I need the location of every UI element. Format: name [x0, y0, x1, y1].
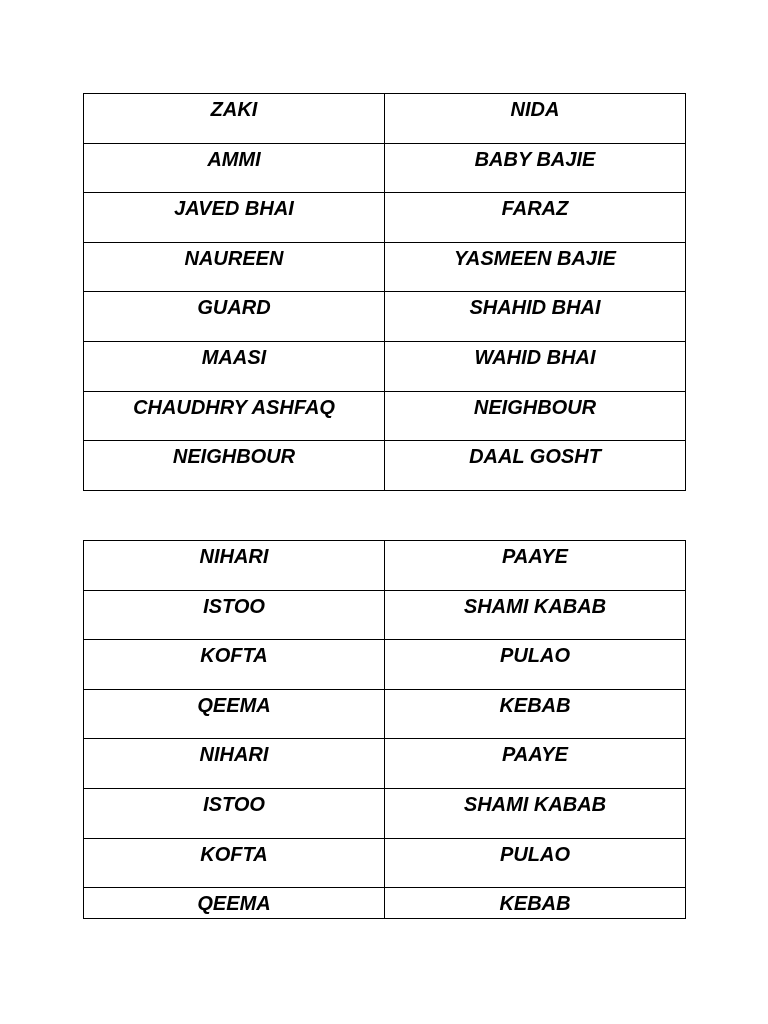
table-cell: SHAHID BHAI: [385, 292, 686, 342]
table-cell: DAAL GOSHT: [385, 441, 686, 491]
table-row: [84, 689, 686, 739]
table-cell: NIHARI: [84, 541, 385, 591]
table-cell: AMMI: [84, 143, 385, 193]
table-cell: QEEMA: [84, 689, 385, 739]
table-cell: SHAMI KABAB: [385, 590, 686, 640]
table-row: [84, 788, 686, 838]
table-cell: PULAO: [385, 838, 686, 888]
table-cell: PULAO: [385, 640, 686, 690]
table-cell: YASMEEN BAJIE: [385, 242, 686, 292]
names-table: [83, 93, 686, 491]
table-cell: KEBAB: [385, 888, 686, 919]
table-cell: JAVED BHAI: [84, 193, 385, 243]
table-row: [84, 739, 686, 789]
table-cell: NEIGHBOUR: [385, 391, 686, 441]
table-cell: ISTOO: [84, 788, 385, 838]
table-cell: KOFTA: [84, 838, 385, 888]
dishes-table: [83, 540, 686, 919]
table-cell: NAUREEN: [84, 242, 385, 292]
table-cell: ZAKI: [84, 94, 385, 144]
table-row: [84, 888, 686, 919]
table-row: [84, 541, 686, 591]
table-cell: QEEMA: [84, 888, 385, 919]
table-cell: NEIGHBOUR: [84, 441, 385, 491]
table-cell: WAHID BHAI: [385, 341, 686, 391]
table-cell: NIHARI: [84, 739, 385, 789]
table-cell: FARAZ: [385, 193, 686, 243]
table-cell: KOFTA: [84, 640, 385, 690]
table-row: [84, 292, 686, 342]
table-cell: CHAUDHRY ASHFAQ: [84, 391, 385, 441]
table-row: [84, 193, 686, 243]
table-cell: SHAMI KABAB: [385, 788, 686, 838]
table-cell: NIDA: [385, 94, 686, 144]
table-cell: KEBAB: [385, 689, 686, 739]
table-row: [84, 838, 686, 888]
table-row: [84, 242, 686, 292]
table-cell: MAASI: [84, 341, 385, 391]
table-row: [84, 341, 686, 391]
table-cell: PAAYE: [385, 739, 686, 789]
table-cell: GUARD: [84, 292, 385, 342]
table-row: [84, 640, 686, 690]
table-cell: BABY BAJIE: [385, 143, 686, 193]
table-row: [84, 94, 686, 144]
table-row: [84, 143, 686, 193]
table-cell: ISTOO: [84, 590, 385, 640]
table-row: [84, 590, 686, 640]
table-cell: PAAYE: [385, 541, 686, 591]
table-row: [84, 441, 686, 491]
table-row: [84, 391, 686, 441]
